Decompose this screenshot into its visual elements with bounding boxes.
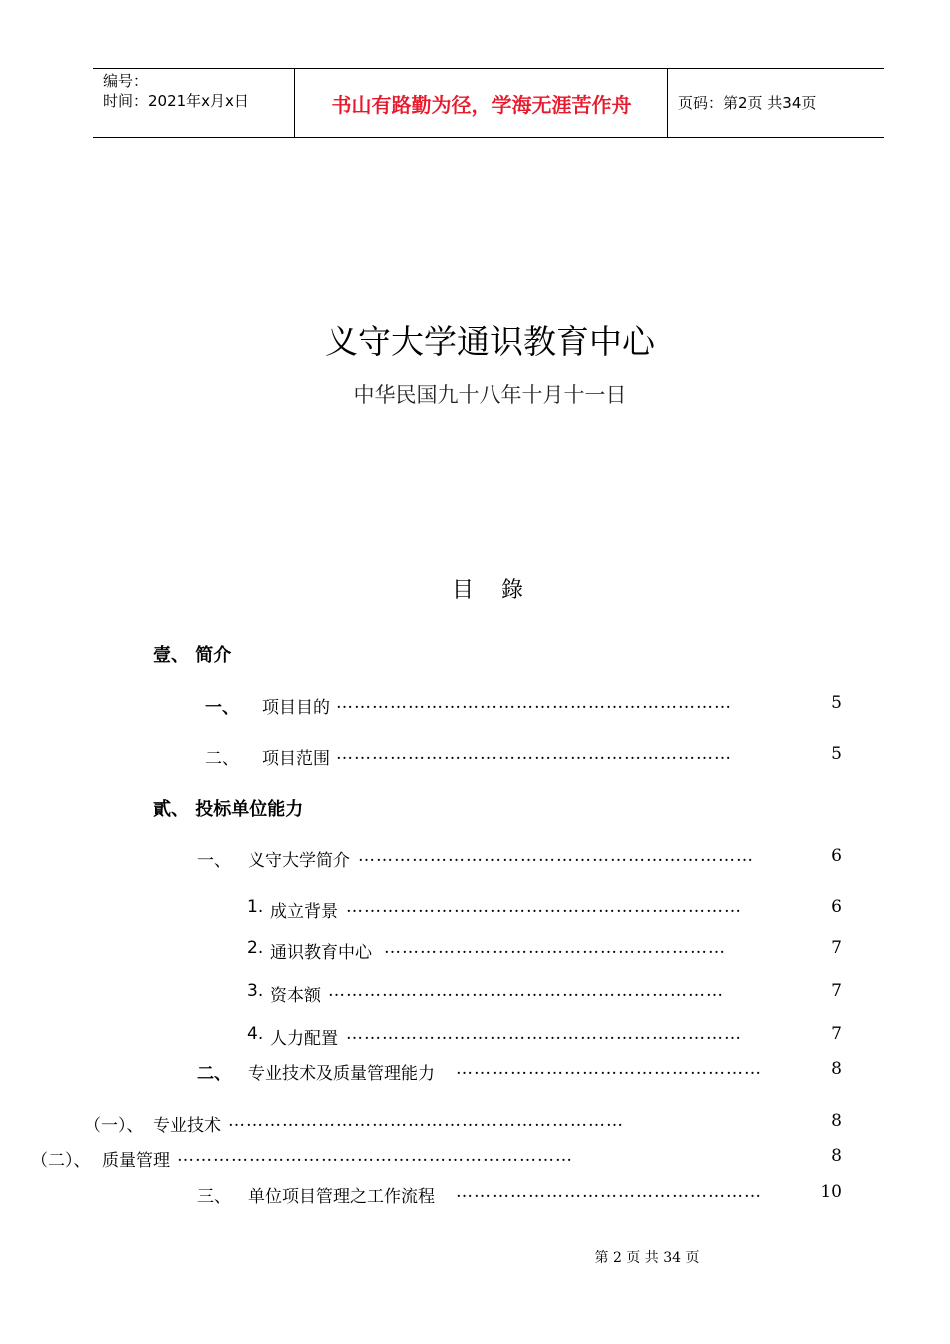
toc-entry-page: 8: [831, 1146, 842, 1166]
toc-entry-num: 二、: [205, 749, 239, 769]
header-table: [93, 68, 884, 138]
toc-entry-text: 资本额: [270, 986, 321, 1006]
toc-entry-text: 通识教育中心: [270, 943, 372, 963]
cover-date: 中华民国九十八年十月十一日: [353, 383, 627, 407]
time-label: 时间：2021年x月x日: [103, 92, 249, 110]
toc-entry-num: 二、: [197, 1064, 231, 1084]
toc-entry-leader: …………………………………………………………: [346, 1024, 742, 1044]
number-label: 编号：: [103, 72, 149, 90]
toc-entry-leader: ……………………………………………: [456, 1059, 762, 1079]
toc-entry-num: 一、: [205, 698, 239, 718]
toc-entry-page: 5: [831, 744, 842, 764]
toc-entry-text: 义守大学简介: [248, 851, 350, 871]
toc-entry-page: 8: [831, 1111, 842, 1131]
toc-entry-text: 单位项目管理之工作流程: [248, 1187, 435, 1207]
header-divider: [667, 69, 668, 137]
toc-entry-text: 专业技术及质量管理能力: [248, 1064, 435, 1084]
toc-entry-leader: …………………………………………………………: [358, 846, 754, 866]
toc-entry-leader: …………………………………………………………: [336, 744, 732, 764]
toc-section[interactable]: 壹、 简介: [153, 645, 232, 666]
toc-entry-text: 成立背景: [270, 902, 338, 922]
toc-entry-num: （二）、: [31, 1151, 91, 1171]
toc-entry-leader: …………………………………………………………: [346, 897, 742, 917]
cover-title: 义守大学通识教育中心: [325, 322, 655, 361]
toc-section[interactable]: 貳、 投标单位能力: [153, 799, 304, 820]
toc-entry-text: 人力配置: [270, 1029, 338, 1049]
toc-entry-num: 三、: [197, 1187, 231, 1207]
toc-entry-page: 7: [831, 981, 842, 1001]
toc-entry-page: 6: [831, 846, 842, 866]
toc-entry-num: 3.: [247, 981, 264, 1001]
toc-entry-page: 5: [831, 693, 842, 713]
toc-entry-leader: …………………………………………………………: [336, 693, 732, 713]
toc-entry-num: 1.: [247, 897, 264, 917]
toc-entry-text: 专业技术: [153, 1116, 221, 1136]
toc-entry-num: 4.: [247, 1024, 264, 1044]
toc-entry-text: 项目目的: [262, 698, 330, 718]
toc-entry-leader: ……………………………………………: [456, 1182, 762, 1202]
toc-entry-leader: …………………………………………………………: [177, 1146, 573, 1166]
toc-entry-page: 8: [831, 1059, 842, 1079]
toc-entry-text: 质量管理: [102, 1151, 170, 1171]
toc-entry-page: 7: [831, 1024, 842, 1044]
toc-entry-text: 项目范围: [262, 749, 330, 769]
toc-entry-leader: …………………………………………………: [384, 938, 726, 958]
toc-entry-num: 一、: [197, 851, 231, 871]
toc-entry-page: 6: [831, 897, 842, 917]
page-label: 页码：第2页 共34页: [678, 94, 817, 112]
toc-entry-num: 2.: [247, 938, 264, 958]
toc-entry-leader: …………………………………………………………: [228, 1111, 624, 1131]
toc-heading: 目 錄: [452, 578, 533, 603]
motto-text: 书山有路勤为径，学海无涯苦作舟: [331, 92, 632, 117]
toc-entry-num: （一）、: [84, 1116, 144, 1136]
page-footer: 第 2 页 共 34 页: [594, 1250, 700, 1266]
toc-entry-page: 7: [831, 938, 842, 958]
toc-entry-leader: …………………………………………………………: [328, 981, 724, 1001]
toc-entry-page: 10: [820, 1182, 842, 1202]
